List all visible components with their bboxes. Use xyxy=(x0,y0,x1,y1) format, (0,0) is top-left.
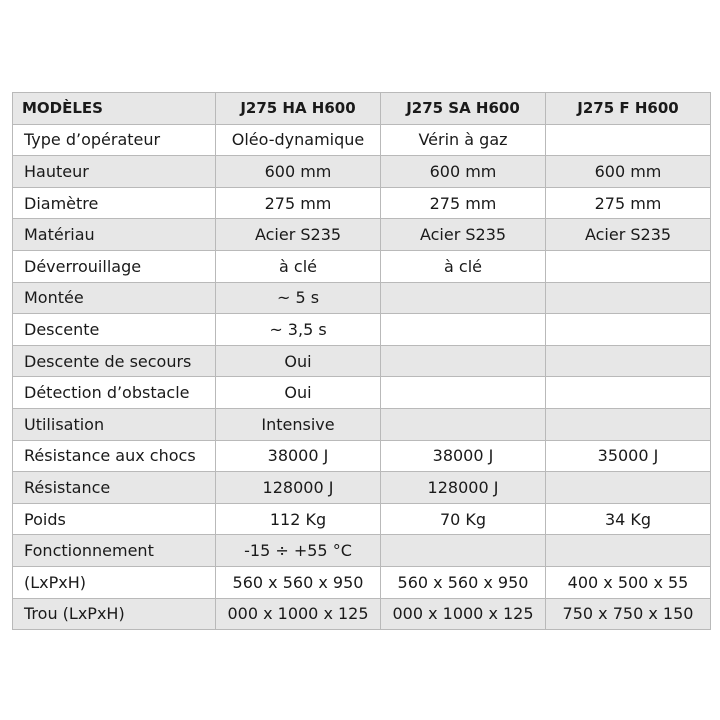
cell-model-1: 000 x 1000 x 125 xyxy=(216,598,381,630)
row-label: Déverrouillage xyxy=(13,250,216,282)
table-row xyxy=(13,314,711,346)
table-row xyxy=(13,156,711,188)
row-label: Diamètre xyxy=(13,187,216,219)
cell-model-3 xyxy=(546,408,711,440)
table-row xyxy=(13,566,711,598)
cell-model-1: Acier S235 xyxy=(216,219,381,251)
cell-model-1: ~ 3,5 s xyxy=(216,314,381,346)
cell-model-1: 38000 J xyxy=(216,440,381,472)
cell-model-2: 560 x 560 x 950 xyxy=(381,566,546,598)
cell-model-1: 112 Kg xyxy=(216,503,381,535)
cell-model-2 xyxy=(381,345,546,377)
cell-model-2 xyxy=(381,282,546,314)
cell-model-3 xyxy=(546,124,711,156)
cell-model-1: ~ 5 s xyxy=(216,282,381,314)
cell-model-2 xyxy=(381,408,546,440)
cell-model-2: 70 Kg xyxy=(381,503,546,535)
table-row xyxy=(13,503,711,535)
cell-model-3: 34 Kg xyxy=(546,503,711,535)
spec-table xyxy=(12,92,711,630)
cell-model-2: à clé xyxy=(381,250,546,282)
cell-model-3: 600 mm xyxy=(546,156,711,188)
cell-model-2 xyxy=(381,314,546,346)
row-label: Descente xyxy=(13,314,216,346)
cell-model-1: Oléo-dynamique xyxy=(216,124,381,156)
row-label: Type d’opérateur xyxy=(13,124,216,156)
header-model-1: J275 HA H600 xyxy=(216,93,381,125)
cell-model-3: 35000 J xyxy=(546,440,711,472)
cell-model-1: Oui xyxy=(216,345,381,377)
cell-model-1: à clé xyxy=(216,250,381,282)
cell-model-3: 275 mm xyxy=(546,187,711,219)
cell-model-1: 128000 J xyxy=(216,472,381,504)
cell-model-2: Acier S235 xyxy=(381,219,546,251)
table-header-row xyxy=(13,93,711,125)
cell-model-3 xyxy=(546,377,711,409)
header-model-2: J275 SA H600 xyxy=(381,93,546,125)
table-row xyxy=(13,408,711,440)
cell-model-1: 275 mm xyxy=(216,187,381,219)
cell-model-1: Oui xyxy=(216,377,381,409)
table-row xyxy=(13,282,711,314)
cell-model-2: 000 x 1000 x 125 xyxy=(381,598,546,630)
table-row xyxy=(13,535,711,567)
table-row xyxy=(13,440,711,472)
cell-model-3 xyxy=(546,535,711,567)
row-label: Hauteur xyxy=(13,156,216,188)
table-row xyxy=(13,250,711,282)
row-label: Trou (LxPxH) xyxy=(13,598,216,630)
row-label: Fonctionnement xyxy=(13,535,216,567)
table-row xyxy=(13,377,711,409)
cell-model-1: -15 ÷ +55 °C xyxy=(216,535,381,567)
cell-model-3: 750 x 750 x 150 xyxy=(546,598,711,630)
header-models-label: MODÈLES xyxy=(13,93,216,125)
cell-model-3 xyxy=(546,250,711,282)
table-body xyxy=(13,124,711,630)
row-label: Poids xyxy=(13,503,216,535)
table-row xyxy=(13,219,711,251)
row-label: Résistance aux chocs xyxy=(13,440,216,472)
row-label: Matériau xyxy=(13,219,216,251)
header-model-3: J275 F H600 xyxy=(546,93,711,125)
cell-model-3 xyxy=(546,345,711,377)
table-row xyxy=(13,472,711,504)
cell-model-2: 38000 J xyxy=(381,440,546,472)
cell-model-2: 600 mm xyxy=(381,156,546,188)
cell-model-1: 560 x 560 x 950 xyxy=(216,566,381,598)
row-label: Montée xyxy=(13,282,216,314)
table-row xyxy=(13,187,711,219)
row-label: Utilisation xyxy=(13,408,216,440)
cell-model-1: Intensive xyxy=(216,408,381,440)
cell-model-2 xyxy=(381,535,546,567)
row-label: (LxPxH) xyxy=(13,566,216,598)
table-row xyxy=(13,345,711,377)
cell-model-3: Acier S235 xyxy=(546,219,711,251)
cell-model-3: 400 x 500 x 55 xyxy=(546,566,711,598)
row-label: Descente de secours xyxy=(13,345,216,377)
table-row xyxy=(13,124,711,156)
row-label: Détection d’obstacle xyxy=(13,377,216,409)
cell-model-1: 600 mm xyxy=(216,156,381,188)
cell-model-3 xyxy=(546,472,711,504)
cell-model-2: 275 mm xyxy=(381,187,546,219)
table-row xyxy=(13,598,711,630)
row-label: Résistance xyxy=(13,472,216,504)
cell-model-2: 128000 J xyxy=(381,472,546,504)
cell-model-2: Vérin à gaz xyxy=(381,124,546,156)
cell-model-2 xyxy=(381,377,546,409)
cell-model-3 xyxy=(546,282,711,314)
cell-model-3 xyxy=(546,314,711,346)
